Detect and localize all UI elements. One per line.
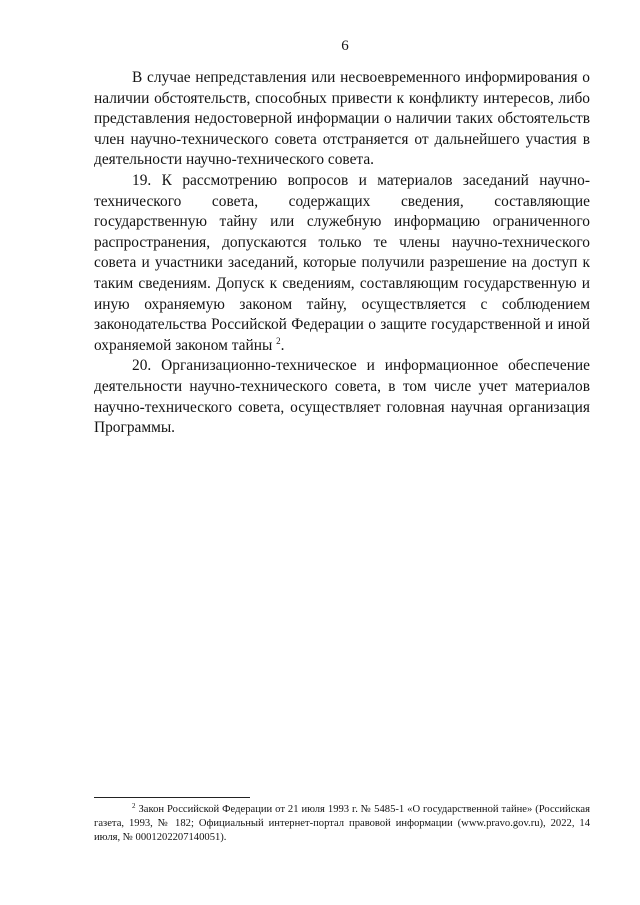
paragraph-20-support: 20. Организационно-техническое и информационное обеспечение деятельности научно-технического совета, в том числе учет материалов научно-технического совета, осуществляет головная научная организация Программы.	[94, 357, 590, 437]
paragraph-19-end: .	[280, 336, 285, 354]
footnote-marker: 2	[132, 802, 136, 810]
paragraph-19-state-secret	[94, 171, 590, 356]
footnote-text: Закон Российской Федерации от 21 июля 1993 г. № 5485-1 «О государственной тайне» (Российская газета, 1993, № 182; Официальный интернет-портал правовой информации (www.pravo.gov.ru), 2022, 14 июля, № 0001202207140051).	[94, 804, 590, 844]
paragraph-conflict-of-interest: В случае непредставления или несвоевременного информирования о наличии обстоятельств, способных привести к конфликту интересов, либо представления недостоверной информации о наличии таких обстоятельств член научно-технического совета отстраняется от дальнейшего участия в деятельности научно-технического совета.	[94, 69, 590, 169]
footnote	[94, 803, 590, 846]
footnote-divider	[94, 797, 250, 798]
footnote-reference[interactable]: 2	[276, 335, 281, 346]
paragraph-19-text: 19. К рассмотрению вопросов и материалов заседаний научно-технического совета, содержащих сведения, составляющие государственную тайну или служебную информацию ограниченного распространения, допускаются только те члены научно-технического совета и участники заседаний, которые получили разрешение на доступ к таким сведениям. Допуск к сведениям, составляющим государственную и иную охраняемую законом тайну, осуществляется с соблюдением законодательства Российской Федерации о защите государственной и иной охраняемой законом тайны	[94, 171, 590, 354]
body-text	[94, 68, 590, 439]
page-number: 6	[341, 38, 349, 54]
